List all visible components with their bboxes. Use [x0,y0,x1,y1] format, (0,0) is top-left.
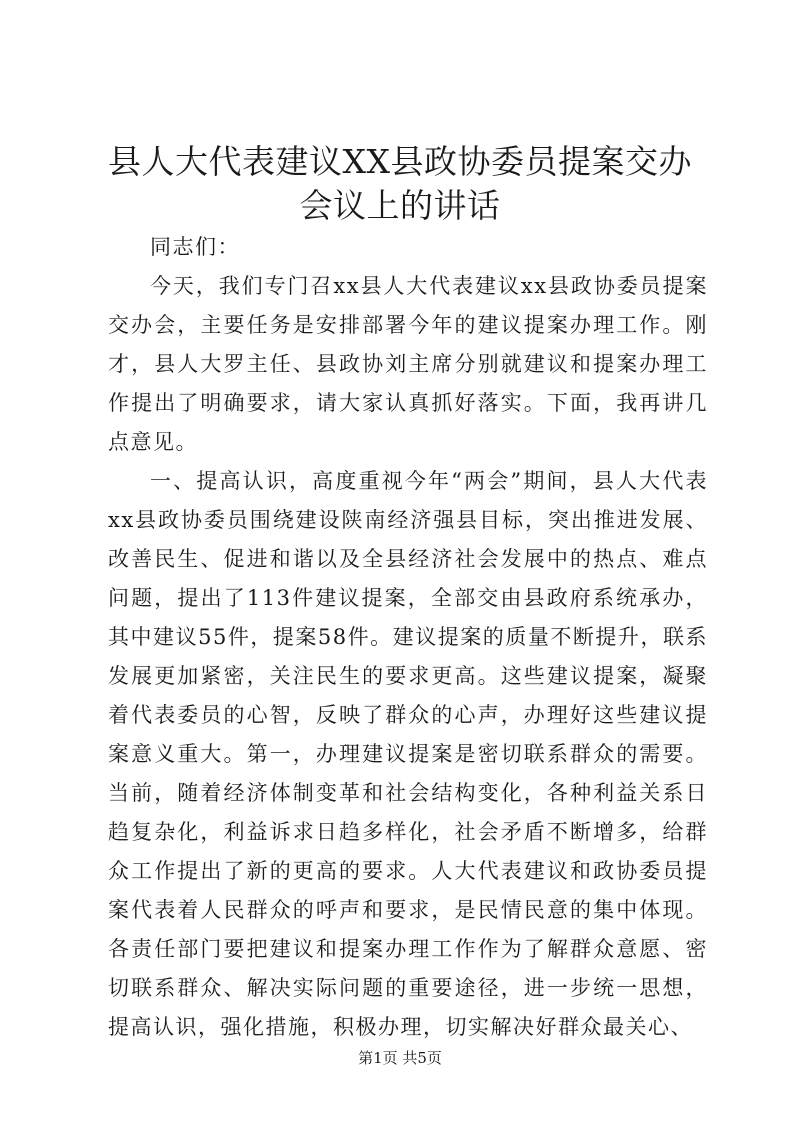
page-number-footer: 第1页 共5页 [358,1049,442,1067]
document-title: 县人大代表建议XX县政协委员提案交办会议上的讲话 [108,142,692,225]
paragraph-section-one: 一、提高认识，高度重视今年“两会”期间，县人大代表xx县政协委员围绕建设陕南经济强县目标，突出推进发展、改善民生、促进和谐以及全县经济社会发展中的热点、难点问题，提出了113件建议提案，全部交由县政府系统承办，其中建议55件，提案58件。建议提案的质量不断提升，联系发展更加紧密，关注民生的要求更高。这些建议提案，凝聚着代表委员的心智，反映了群众的心声，办理好这些建议提案意义重大。第一，办理建议提案是密切联系群众的需要。当前，随着经济体制变革和社会结构变化，各种利益关系日趋复杂化，利益诉求日趋多样化，社会矛盾不断增多，给群众工作提出了新的更高的要求。人大代表建议和政协委员提案代表着人民群众的呼声和要求，是民情民意的集中体现。各责任部门要把建议和提案办理工作作为了解群众意愿、密切联系群众、解决实际问题的重要途径，进一步统一思想，提高认识，强化措施，积极办理，切实解决好群众最关心、 [108,469,708,1039]
salutation: 同志们： [150,235,240,259]
document-body [108,228,708,1047]
paragraph-intro: 今天，我们专门召xx县人大代表建议xx县政协委员提案交办会，主要任务是安排部署今年的建议提案办理工作。刚才，县人大罗主任、县政协刘主席分别就建议和提案办理工作提出了明确要求，请大家认真抓好落实。下面，我再讲几点意见。 [108,274,708,454]
